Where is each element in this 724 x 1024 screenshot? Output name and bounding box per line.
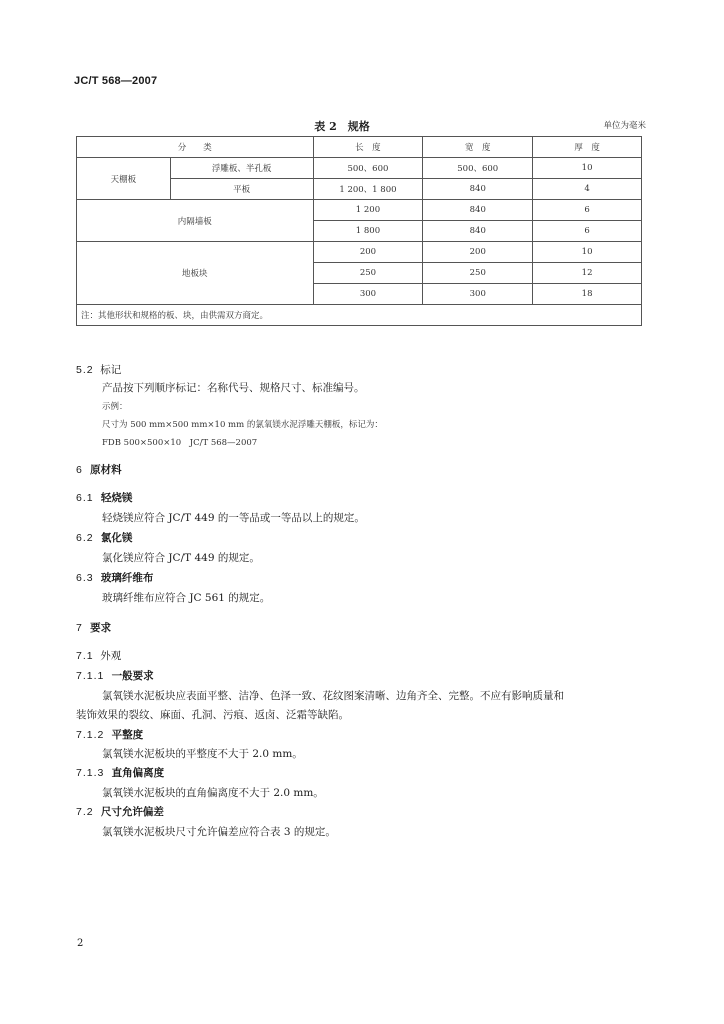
section-number: 7 [76, 622, 83, 634]
section-number: 6.3 [76, 572, 94, 584]
paragraph: 氯氧镁水泥板块尺寸允许偏差应符合表 3 的规定。 [102, 826, 336, 838]
table-row [77, 242, 642, 263]
section-6-3-heading [76, 570, 153, 585]
cell-thickness: 12 [533, 263, 642, 284]
spec-table [76, 136, 642, 326]
table-row [77, 200, 642, 221]
example-text: 尺寸为 500 mm×500 mm×10 mm 的氯氧镁水泥浮雕天棚板，标记为： [102, 420, 383, 430]
table-caption: 表 2 规格 [314, 120, 370, 133]
cell-thickness: 10 [533, 242, 642, 263]
header-width: 宽 度 [423, 137, 533, 158]
section-7-1-heading [76, 648, 121, 663]
section-title: 氯化镁 [100, 532, 133, 544]
section-number: 6 [76, 464, 83, 476]
section-title: 平整度 [111, 729, 144, 741]
header-length: 长 度 [313, 137, 423, 158]
table-note-row [77, 305, 642, 326]
cell-length: 250 [313, 263, 423, 284]
section-7-heading [76, 620, 111, 635]
cell-length: 200 [313, 242, 423, 263]
paragraph: 氯氧镁水泥板块的直角偏离度不大于 2.0 mm。 [102, 787, 324, 799]
doc-code-header: JC/T 568—2007 [74, 75, 158, 87]
header-thickness: 厚 度 [533, 137, 642, 158]
cell-thickness: 10 [533, 158, 642, 179]
paragraph: 玻璃纤维布应符合 JC 561 的规定。 [102, 592, 271, 604]
section-title: 外观 [100, 650, 122, 662]
cell-thickness: 18 [533, 284, 642, 305]
section-6-heading [76, 462, 122, 477]
section-number: 7.1 [76, 650, 94, 662]
section-title: 尺寸允许偏差 [100, 806, 164, 818]
cell-length: 300 [313, 284, 423, 305]
table-row [77, 158, 642, 179]
cell-thickness: 4 [533, 179, 642, 200]
cell-width: 840 [423, 200, 533, 221]
table-unit: 单位为毫米 [603, 121, 646, 131]
section-7-2-heading [76, 804, 164, 819]
section-6-2-heading [76, 530, 132, 545]
section-number: 7.2 [76, 806, 94, 818]
paragraph: 氯化镁应符合 JC/T 449 的规定。 [102, 552, 260, 564]
section-title: 原材料 [90, 464, 122, 476]
paragraph: 产品按下列顺序标记：名称代号、规格尺寸、标准编号。 [102, 382, 365, 394]
section-number: 6.1 [76, 492, 94, 504]
subcategory-flat: 平板 [170, 179, 313, 200]
table-header-row [77, 137, 642, 158]
example-code: FDB 500×500×10 JC/T 568—2007 [102, 438, 258, 448]
cell-width: 250 [423, 263, 533, 284]
cell-width: 300 [423, 284, 533, 305]
section-number: 5.2 [76, 364, 94, 376]
table-note: 注：其他形状和规格的板、块，由供需双方商定。 [77, 305, 642, 326]
cell-width: 840 [423, 179, 533, 200]
example-label: 示例： [102, 402, 128, 412]
category-partition: 内隔墙板 [77, 200, 314, 242]
section-6-1-heading [76, 490, 132, 505]
category-floor: 地板块 [77, 242, 314, 305]
subcategory-relief: 浮雕板、半孔板 [170, 158, 313, 179]
paragraph-line: 装饰效果的裂纹、麻面、孔洞、污痕、返卤、泛霜等缺陷。 [76, 709, 349, 721]
page-number: 2 [77, 938, 84, 949]
section-title: 直角偏离度 [111, 767, 165, 779]
cell-length: 1 200 [313, 200, 423, 221]
section-7-1-2-heading [76, 727, 143, 742]
cell-thickness: 6 [533, 200, 642, 221]
section-number: 7.1.1 [76, 670, 105, 682]
cell-width: 500、600 [423, 158, 533, 179]
paragraph: 氯氧镁水泥板块的平整度不大于 2.0 mm。 [102, 748, 303, 760]
paragraph: 轻烧镁应符合 JC/T 449 的一等品或一等品以上的规定。 [102, 512, 365, 524]
section-number: 7.1.2 [76, 729, 105, 741]
category-ceiling: 天棚板 [77, 158, 171, 200]
section-title: 要求 [90, 622, 112, 634]
section-5-2-heading [76, 362, 121, 377]
section-title: 一般要求 [111, 670, 154, 682]
section-title: 标记 [100, 364, 122, 376]
section-number: 6.2 [76, 532, 94, 544]
cell-length: 1 200、1 800 [313, 179, 423, 200]
section-7-1-3-heading [76, 765, 164, 780]
paragraph-line: 氯氧镁水泥板块应表面平整、洁净、色泽一致、花纹图案清晰、边角齐全、完整。不应有影响质量和 [102, 690, 564, 702]
section-title: 玻璃纤维布 [100, 572, 154, 584]
cell-width: 200 [423, 242, 533, 263]
cell-length: 1 800 [313, 221, 423, 242]
section-7-1-1-heading [76, 668, 154, 683]
section-title: 轻烧镁 [100, 492, 133, 504]
cell-thickness: 6 [533, 221, 642, 242]
header-category: 分 类 [77, 137, 314, 158]
cell-width: 840 [423, 221, 533, 242]
cell-length: 500、600 [313, 158, 423, 179]
section-number: 7.1.3 [76, 767, 105, 779]
